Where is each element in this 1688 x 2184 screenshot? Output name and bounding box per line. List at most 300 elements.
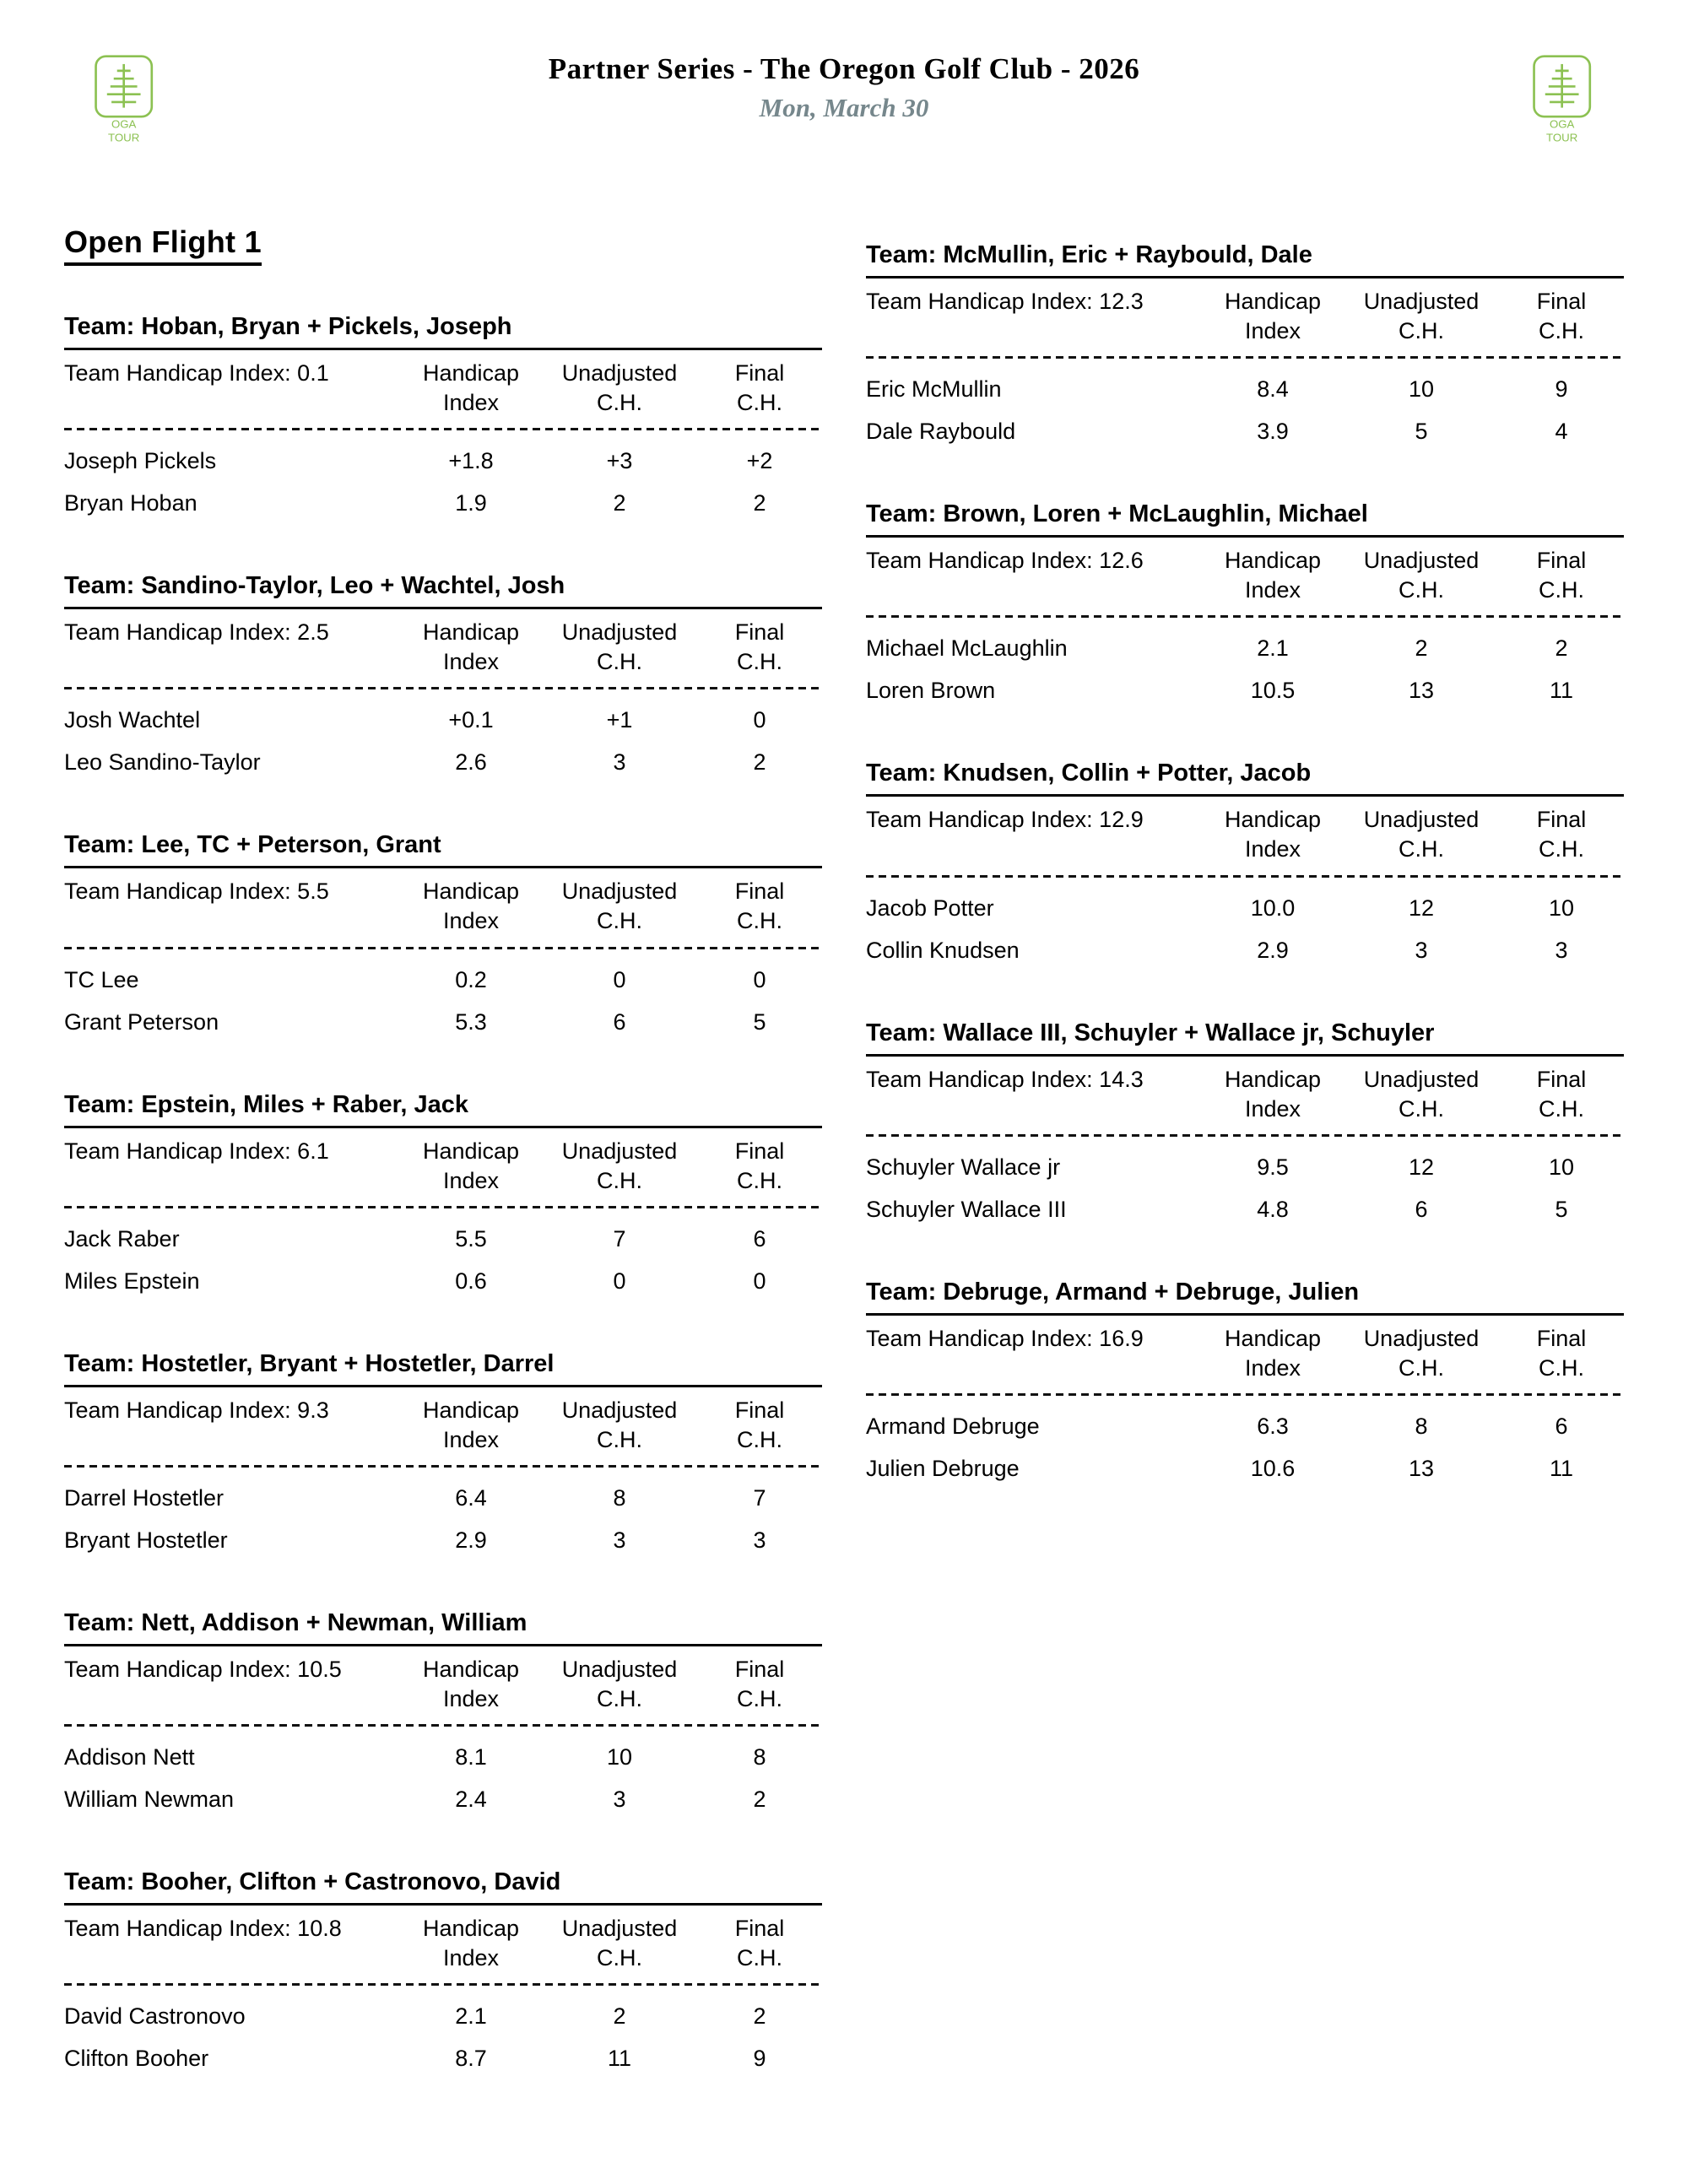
player-handicap-index: 2.4: [455, 1787, 487, 1813]
player-handicap-index: 9.5: [1257, 1154, 1289, 1180]
team-title: Team: McMullin, Eric + Raybould, Dale: [866, 241, 1624, 278]
column-header-unadjusted-ch: [542, 1914, 697, 1973]
player-handicap-index: 2.9: [1257, 937, 1289, 963]
player-final-ch: +2: [746, 448, 773, 474]
header-line2: C.H.: [597, 1167, 642, 1193]
header-line2: Index: [1244, 1095, 1301, 1122]
player-unadjusted-ch: 2: [613, 2003, 626, 2030]
header-line1: Handicap: [422, 360, 520, 386]
logo-text-line1: OGA: [1549, 117, 1575, 131]
player-unadjusted-ch: 3: [613, 749, 626, 776]
player-name: Dale Raybould: [866, 419, 1016, 445]
team-block: [866, 500, 1624, 712]
player-name: Joseph Pickels: [64, 448, 217, 474]
team-title: Team: Debruge, Armand + Debruge, Julien: [866, 1279, 1624, 1316]
header-line1: Final: [1536, 807, 1587, 833]
player-unadjusted-ch: 2: [1415, 635, 1428, 662]
team-table-header: [64, 868, 822, 936]
player-handicap-index: +0.1: [448, 707, 494, 733]
player-name: Josh Wachtel: [64, 707, 201, 733]
player-final-ch: 6: [753, 1225, 766, 1251]
header-line2: Index: [442, 1426, 500, 1452]
team-handicap-label: Team Handicap Index:: [866, 807, 1093, 833]
team-title: Team: Lee, TC + Peterson, Grant: [64, 831, 822, 868]
player-unadjusted-ch: 12: [1408, 1154, 1435, 1180]
header-line1: Handicap: [422, 1138, 520, 1164]
team-handicap-label: Team Handicap Index:: [64, 619, 291, 646]
team-title: Team: Sandino-Taylor, Leo + Wachtel, Josh: [64, 572, 822, 609]
player-unadjusted-ch: 6: [1415, 1196, 1428, 1222]
column-header-unadjusted-ch: [542, 1655, 697, 1714]
team-block: [866, 241, 1624, 453]
column-header-handicap-index: [400, 1396, 542, 1455]
header-line2: C.H.: [597, 908, 642, 934]
player-handicap-index: 2.6: [455, 749, 487, 776]
column-header-handicap-index: [1202, 1324, 1344, 1383]
header-line1: Unadjusted: [561, 360, 678, 386]
player-name: Grant Peterson: [64, 1008, 219, 1035]
team-block: [866, 760, 1624, 971]
player-final-ch: 2: [753, 1787, 766, 1813]
team-table-header: [64, 1646, 822, 1714]
dashed-divider: [64, 1724, 822, 1727]
header-line1: Unadjusted: [561, 1916, 678, 1942]
team-title: Team: Hostetler, Bryant + Hostetler, Darrel: [64, 1350, 822, 1387]
player-unadjusted-ch: 11: [607, 2046, 632, 2072]
player-row: [866, 369, 1624, 411]
header-line1: Handicap: [422, 1656, 520, 1682]
player-handicap-index: 10.5: [1250, 678, 1296, 704]
team-handicap-value: 12.6: [1099, 548, 1144, 574]
player-name: Schuyler Wallace jr: [866, 1154, 1061, 1180]
team-title: Team: Hoban, Bryan + Pickels, Joseph: [64, 313, 822, 350]
header-line1: Final: [734, 1397, 785, 1423]
team-handicap-label: Team Handicap Index:: [866, 1066, 1093, 1092]
player-row: [64, 483, 822, 525]
header-line1: Unadjusted: [561, 1656, 678, 1682]
player-handicap-index: 2.9: [455, 1527, 487, 1553]
team-handicap-index: [866, 805, 1202, 835]
player-unadjusted-ch: 13: [1408, 1455, 1435, 1481]
team-block: [64, 313, 822, 525]
column-header-final-ch: [697, 359, 822, 418]
header-line2: C.H.: [1539, 836, 1584, 862]
team-block: [64, 1609, 822, 1821]
player-name: Michael McLaughlin: [866, 635, 1068, 662]
player-unadjusted-ch: 0: [613, 966, 626, 992]
player-name: Julien Debruge: [866, 1455, 1020, 1481]
header-line2: C.H.: [597, 1686, 642, 1712]
team-handicap-label: Team Handicap Index:: [64, 360, 291, 386]
header-line1: Final: [734, 360, 785, 386]
header-line2: C.H.: [1539, 577, 1584, 603]
header-line1: Handicap: [422, 1916, 520, 1942]
team-table-header: [64, 1128, 822, 1196]
document-date: Mon, March 30: [759, 93, 929, 122]
player-name: Addison Nett: [64, 1744, 195, 1770]
team-handicap-index: [866, 546, 1202, 576]
header-line1: Handicap: [422, 878, 520, 905]
team-list-right: [866, 241, 1624, 1490]
header-line1: Final: [734, 1656, 785, 1682]
team-title: Team: Wallace III, Schuyler + Wallace jr, Schuyler: [866, 1019, 1624, 1057]
header-line2: Index: [442, 1945, 500, 1971]
header-line2: C.H.: [737, 649, 782, 675]
header-line2: C.H.: [1399, 836, 1444, 862]
player-name: Miles Epstein: [64, 1268, 200, 1294]
team-handicap-value: 6.1: [297, 1138, 329, 1164]
header-line2: Index: [1244, 1354, 1301, 1381]
player-row: [866, 888, 1624, 930]
player-row: [64, 700, 822, 742]
player-row: [866, 670, 1624, 712]
header-line2: C.H.: [1539, 1095, 1584, 1122]
player-final-ch: 3: [1555, 937, 1568, 963]
column-header-final-ch: [697, 1137, 822, 1196]
team-handicap-label: Team Handicap Index:: [866, 1325, 1093, 1351]
dashed-divider: [64, 1465, 822, 1468]
player-row: [866, 930, 1624, 972]
player-final-ch: 2: [1555, 635, 1568, 662]
column-header-unadjusted-ch: [542, 1137, 697, 1196]
player-handicap-index: 0.2: [455, 966, 487, 992]
player-unadjusted-ch: 10: [1408, 376, 1435, 403]
player-handicap-index: 1.9: [455, 490, 487, 516]
header-line1: Final: [734, 878, 785, 905]
header-line2: C.H.: [597, 1945, 642, 1971]
player-handicap-index: 4.8: [1257, 1196, 1289, 1222]
team-table-header: [866, 797, 1624, 864]
player-name: Bryant Hostetler: [64, 1527, 228, 1553]
dashed-divider: [866, 875, 1624, 878]
player-final-ch: 0: [753, 1268, 766, 1294]
team-list-left: [64, 313, 822, 2080]
team-table-header: [866, 1316, 1624, 1383]
header-line2: Index: [1244, 318, 1301, 344]
player-unadjusted-ch: 8: [613, 1484, 626, 1511]
player-row: [866, 1189, 1624, 1231]
player-unadjusted-ch: 3: [613, 1787, 626, 1813]
header-line1: Handicap: [1224, 1066, 1322, 1092]
column-header-final-ch: [1499, 287, 1624, 346]
column-header-unadjusted-ch: [1344, 1324, 1499, 1383]
player-final-ch: 9: [753, 2046, 766, 2072]
player-name: Loren Brown: [866, 678, 996, 704]
team-handicap-index: [866, 287, 1202, 316]
header-line1: Final: [734, 1916, 785, 1942]
column-header-handicap-index: [1202, 287, 1344, 346]
dashed-divider: [64, 1206, 822, 1208]
logo-text-line1: OGA: [111, 117, 137, 131]
header-line1: Unadjusted: [561, 1138, 678, 1164]
logo-text-line2: TOUR: [108, 131, 140, 143]
team-block: [64, 1091, 822, 1303]
player-handicap-index: 0.6: [455, 1268, 487, 1294]
team-title: Team: Brown, Loren + McLaughlin, Michael: [866, 500, 1624, 538]
team-table-header: [866, 538, 1624, 605]
dashed-divider: [866, 1393, 1624, 1396]
header-line2: Index: [442, 649, 500, 675]
column-header-unadjusted-ch: [542, 877, 697, 936]
flight-title: Open Flight 1: [64, 224, 262, 266]
player-row: [64, 1261, 822, 1303]
header-line1: Final: [1536, 1325, 1587, 1351]
page-header: [0, 0, 1688, 143]
player-handicap-index: 8.1: [455, 1744, 487, 1770]
column-header-handicap-index: [1202, 1065, 1344, 1124]
team-handicap-label: Team Handicap Index:: [64, 1138, 291, 1164]
column-header-final-ch: [697, 1396, 822, 1455]
header-line2: C.H.: [597, 1426, 642, 1452]
player-unadjusted-ch: 7: [613, 1225, 626, 1251]
team-handicap-value: 16.9: [1099, 1325, 1144, 1351]
player-final-ch: 10: [1548, 895, 1575, 921]
header-line1: Final: [734, 1138, 785, 1164]
player-name: Bryan Hoban: [64, 490, 197, 516]
dashed-divider: [64, 687, 822, 689]
header-line1: Final: [1536, 1066, 1587, 1092]
player-handicap-index: 5.5: [455, 1225, 487, 1251]
column-header-handicap-index: [400, 1914, 542, 1973]
player-row: [866, 1448, 1624, 1490]
player-handicap-index: 2.1: [1257, 635, 1289, 662]
header-line1: Unadjusted: [1363, 1066, 1480, 1092]
team-handicap-index: [64, 1137, 400, 1166]
header-line2: Index: [442, 1686, 500, 1712]
column-header-unadjusted-ch: [1344, 805, 1499, 864]
header-line1: Final: [1536, 548, 1587, 574]
column-header-final-ch: [1499, 1065, 1624, 1124]
player-unadjusted-ch: +1: [606, 707, 633, 733]
player-row: [866, 628, 1624, 670]
team-title: Team: Booher, Clifton + Castronovo, David: [64, 1868, 822, 1906]
dashed-divider: [866, 615, 1624, 618]
header-line1: Handicap: [1224, 548, 1322, 574]
right-column: [866, 224, 1624, 1538]
team-table-header: [64, 350, 822, 418]
team-block: [64, 1350, 822, 1562]
player-row: [64, 1779, 822, 1821]
header-line1: Handicap: [1224, 289, 1322, 314]
player-name: Jacob Potter: [866, 895, 994, 921]
team-table-header: [64, 1906, 822, 1973]
player-final-ch: 3: [753, 1527, 766, 1553]
player-row: [64, 960, 822, 1002]
player-name: Collin Knudsen: [866, 937, 1020, 963]
player-row: [64, 1219, 822, 1261]
team-handicap-label: Team Handicap Index:: [866, 548, 1093, 574]
player-final-ch: 11: [1549, 678, 1574, 704]
header-line2: C.H.: [737, 390, 782, 416]
player-unadjusted-ch: 13: [1408, 678, 1435, 704]
column-header-handicap-index: [1202, 805, 1344, 864]
team-block: [866, 1019, 1624, 1231]
player-handicap-index: 5.3: [455, 1008, 487, 1035]
team-handicap-index: [866, 1324, 1202, 1354]
column-header-final-ch: [1499, 805, 1624, 864]
team-handicap-value: 9.3: [297, 1397, 329, 1423]
team-title: Team: Epstein, Miles + Raber, Jack: [64, 1091, 822, 1128]
player-handicap-index: 3.9: [1257, 419, 1289, 445]
team-handicap-value: 0.1: [297, 360, 329, 386]
header-line1: Handicap: [422, 1397, 520, 1423]
player-name: Eric McMullin: [866, 376, 1002, 403]
header-line1: Final: [1536, 289, 1587, 314]
column-header-handicap-index: [400, 877, 542, 936]
player-final-ch: 2: [753, 490, 766, 516]
header-line2: C.H.: [1399, 318, 1444, 344]
team-handicap-index: [64, 1655, 400, 1684]
team-handicap-value: 14.3: [1099, 1066, 1144, 1092]
header-line1: Unadjusted: [1363, 1325, 1480, 1351]
left-column: [64, 224, 822, 2127]
team-block: [866, 1279, 1624, 1490]
player-final-ch: 0: [753, 707, 766, 733]
header-line1: Handicap: [422, 619, 520, 646]
header-line2: C.H.: [737, 1686, 782, 1712]
player-final-ch: 6: [1555, 1413, 1568, 1439]
player-final-ch: 0: [753, 966, 766, 992]
team-block: [64, 572, 822, 784]
team-table-header: [64, 1387, 822, 1455]
player-unadjusted-ch: 2: [613, 490, 626, 516]
header-line1: Unadjusted: [1363, 289, 1480, 314]
header-line1: Unadjusted: [1363, 548, 1480, 574]
oga-tour-logo-icon: [91, 54, 159, 143]
player-name: Darrel Hostetler: [64, 1484, 225, 1511]
header-line1: Handicap: [1224, 1325, 1322, 1351]
column-header-unadjusted-ch: [542, 1396, 697, 1455]
player-unadjusted-ch: 3: [613, 1527, 626, 1553]
player-final-ch: 7: [753, 1484, 766, 1511]
dashed-divider: [866, 1134, 1624, 1137]
header-line2: Index: [1244, 836, 1301, 862]
logo-text-line2: TOUR: [1546, 131, 1578, 143]
player-name: William Newman: [64, 1787, 235, 1813]
header-line1: Unadjusted: [1363, 807, 1480, 833]
header-line2: C.H.: [737, 1945, 782, 1971]
column-header-unadjusted-ch: [542, 618, 697, 677]
player-row: [64, 441, 822, 483]
player-handicap-index: 8.4: [1257, 376, 1289, 403]
player-handicap-index: 10.6: [1250, 1455, 1296, 1481]
header-line2: Index: [442, 1167, 500, 1193]
player-name: Clifton Booher: [64, 2046, 209, 2072]
player-unadjusted-ch: 6: [613, 1008, 626, 1035]
column-header-final-ch: [1499, 1324, 1624, 1383]
team-handicap-label: Team Handicap Index:: [64, 1656, 291, 1682]
team-handicap-label: Team Handicap Index:: [64, 1397, 291, 1423]
header-line2: C.H.: [1399, 1354, 1444, 1381]
player-handicap-index: 6.3: [1257, 1413, 1289, 1439]
header-line2: C.H.: [737, 1426, 782, 1452]
header-line1: Unadjusted: [561, 878, 678, 905]
column-header-final-ch: [697, 618, 822, 677]
player-row: [64, 2038, 822, 2080]
column-header-handicap-index: [400, 618, 542, 677]
header-line2: C.H.: [1539, 1354, 1584, 1381]
player-final-ch: 2: [753, 749, 766, 776]
player-handicap-index: +1.8: [448, 448, 494, 474]
team-title: Team: Nett, Addison + Newman, William: [64, 1609, 822, 1646]
header-line2: C.H.: [1399, 577, 1444, 603]
column-header-final-ch: [1499, 546, 1624, 605]
player-name: Armand Debruge: [866, 1413, 1040, 1439]
column-header-handicap-index: [400, 359, 542, 418]
team-handicap-value: 10.5: [297, 1656, 342, 1682]
player-handicap-index: 10.0: [1250, 895, 1296, 921]
header-line1: Handicap: [1224, 807, 1322, 833]
team-handicap-index: [64, 877, 400, 906]
team-table-header: [866, 278, 1624, 346]
player-unadjusted-ch: 12: [1408, 895, 1435, 921]
player-unadjusted-ch: 10: [606, 1744, 633, 1770]
player-final-ch: 8: [753, 1744, 766, 1770]
team-handicap-value: 5.5: [297, 878, 329, 905]
player-unadjusted-ch: 0: [613, 1268, 626, 1294]
player-name: David Castronovo: [64, 2003, 246, 2030]
player-row: [64, 1996, 822, 2038]
header-line2: C.H.: [597, 390, 642, 416]
header-line1: Final: [734, 619, 785, 646]
team-handicap-value: 12.3: [1099, 289, 1144, 314]
player-final-ch: 5: [753, 1008, 766, 1035]
column-header-unadjusted-ch: [1344, 1065, 1499, 1124]
player-row: [866, 1147, 1624, 1189]
content-columns: [0, 224, 1688, 2127]
header-line2: Index: [1244, 577, 1301, 603]
player-name: Schuyler Wallace III: [866, 1196, 1067, 1222]
player-name: Jack Raber: [64, 1225, 180, 1251]
team-handicap-index: [64, 1914, 400, 1943]
header-line2: C.H.: [1539, 318, 1584, 344]
team-handicap-label: Team Handicap Index:: [64, 1916, 291, 1942]
column-header-final-ch: [697, 877, 822, 936]
team-handicap-value: 2.5: [297, 619, 329, 646]
team-handicap-label: Team Handicap Index:: [866, 289, 1093, 314]
column-header-final-ch: [697, 1914, 822, 1973]
player-row: [64, 1737, 822, 1779]
player-row: [64, 1478, 822, 1520]
player-handicap-index: 6.4: [455, 1484, 487, 1511]
player-row: [64, 1002, 822, 1044]
column-header-unadjusted-ch: [1344, 546, 1499, 605]
player-row: [866, 411, 1624, 453]
header-line1: Unadjusted: [561, 1397, 678, 1423]
player-final-ch: 9: [1555, 376, 1568, 403]
team-title: Team: Knudsen, Collin + Potter, Jacob: [866, 760, 1624, 797]
team-block: [64, 831, 822, 1043]
header-line2: Index: [442, 908, 500, 934]
team-handicap-value: 10.8: [297, 1916, 342, 1942]
team-block: [64, 1868, 822, 2080]
player-final-ch: 10: [1548, 1154, 1575, 1180]
column-header-unadjusted-ch: [542, 359, 697, 418]
player-unadjusted-ch: 8: [1415, 1413, 1428, 1439]
team-handicap-index: [64, 618, 400, 647]
header-line2: Index: [442, 390, 500, 416]
player-final-ch: 5: [1555, 1196, 1568, 1222]
column-header-handicap-index: [400, 1137, 542, 1196]
team-table-header: [866, 1057, 1624, 1124]
header-text: [0, 52, 1688, 123]
team-handicap-label: Team Handicap Index:: [64, 878, 291, 905]
header-line2: C.H.: [597, 649, 642, 675]
player-row: [64, 742, 822, 784]
player-name: Leo Sandino-Taylor: [64, 749, 261, 776]
team-handicap-index: [64, 359, 400, 388]
header-line2: C.H.: [737, 908, 782, 934]
